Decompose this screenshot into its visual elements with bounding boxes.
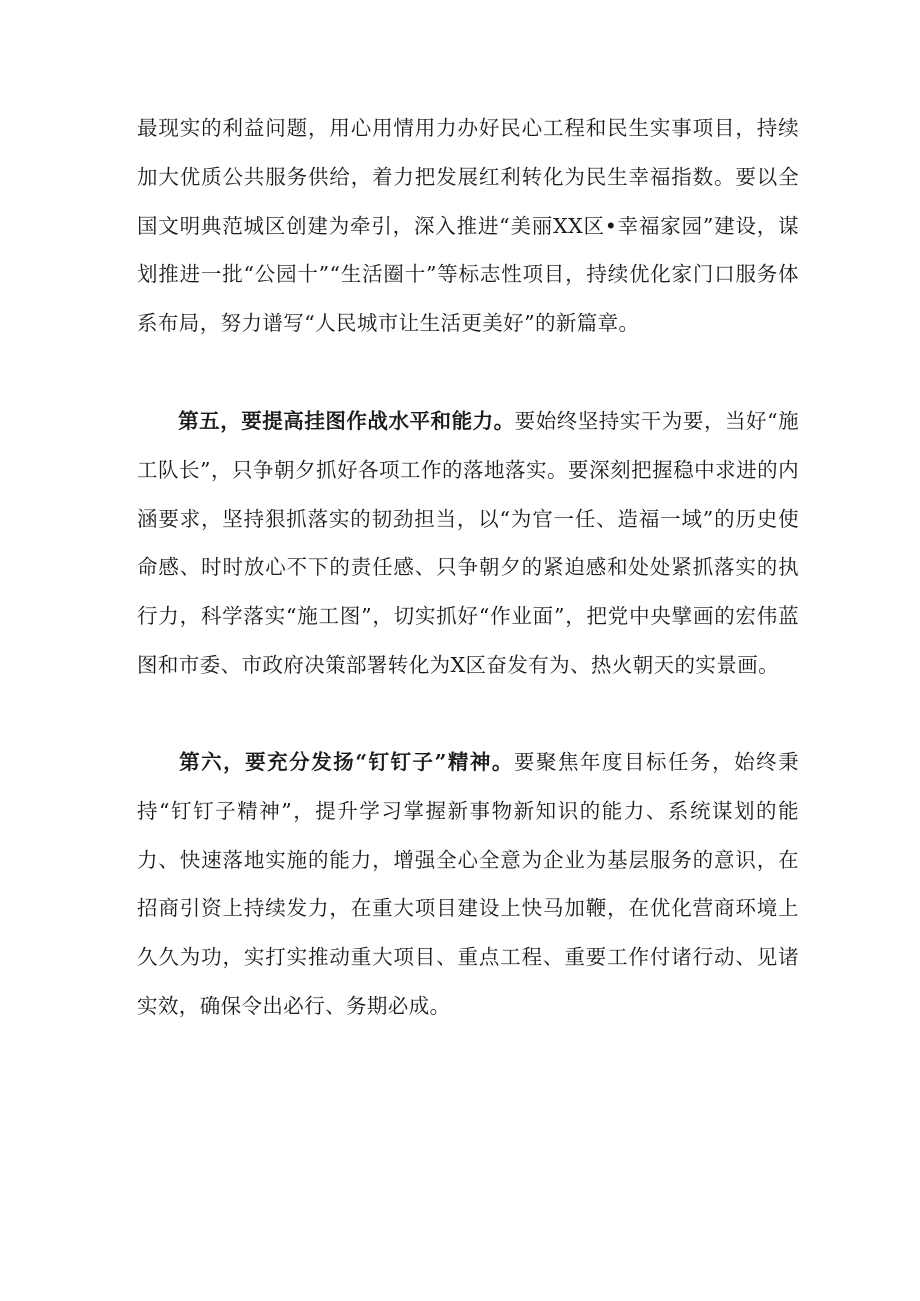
paragraph-fifth-point xyxy=(137,397,799,690)
paragraph-lead-heading: 第五，要提高挂图作战水平和能力。 xyxy=(178,409,515,433)
paragraph-continuation xyxy=(137,104,799,348)
paragraph-sixth-point xyxy=(137,738,799,1031)
paragraph-text: 最现实的利益问题，用心用情用力办好民心工程和民生实事项目，持续加大优质公共服务供给，着力把发展红利转化为民生幸福指数。要以全国文明典范城区创建为牵引，深入推进“美丽XX区•幸福家园”建设，谋划推进一批“公园十”“生活圈十”等标志性项目，持续优化家门口服务体系布局，努力谱写“人民城市让生活更美好”的新篇章。 xyxy=(137,116,799,336)
paragraph-text: 要聚焦年度目标任务，始终秉持“钉钉子精神”，提升学习掌握新事物新知识的能力、系统谋划的能力、快速落地实施的能力，增强全心全意为企业为基层服务的意识，在招商引资上持续发力，在重大项目建设上快马加鞭，在优化营商环境上久久为功，实打实推动重大项目、重点工程、重要工作付诸行动、见诸实效，确保令出必行、务期必成。 xyxy=(137,750,800,1018)
paragraph-lead-heading: 第六，要充分发扬“钉钉子”精神。 xyxy=(178,750,514,774)
paragraph-text: 要始终坚持实干为要，当好“施工队长”，只争朝夕抓好各项工作的落地落实。要深刻把握稳中求进的内涵要求，坚持狠抓落实的韧劲担当，以“为官一任、造福一域”的历史使命感、时时放心不下的责任感、只争朝夕的紧迫感和处处紧抓落实的执行力，科学落实“施工图”，切实抓好“作业面”，把党中央擘画的宏伟蓝图和市委、市政府决策部署转化为X区奋发有为、热火朝天的实景画。 xyxy=(137,409,799,677)
